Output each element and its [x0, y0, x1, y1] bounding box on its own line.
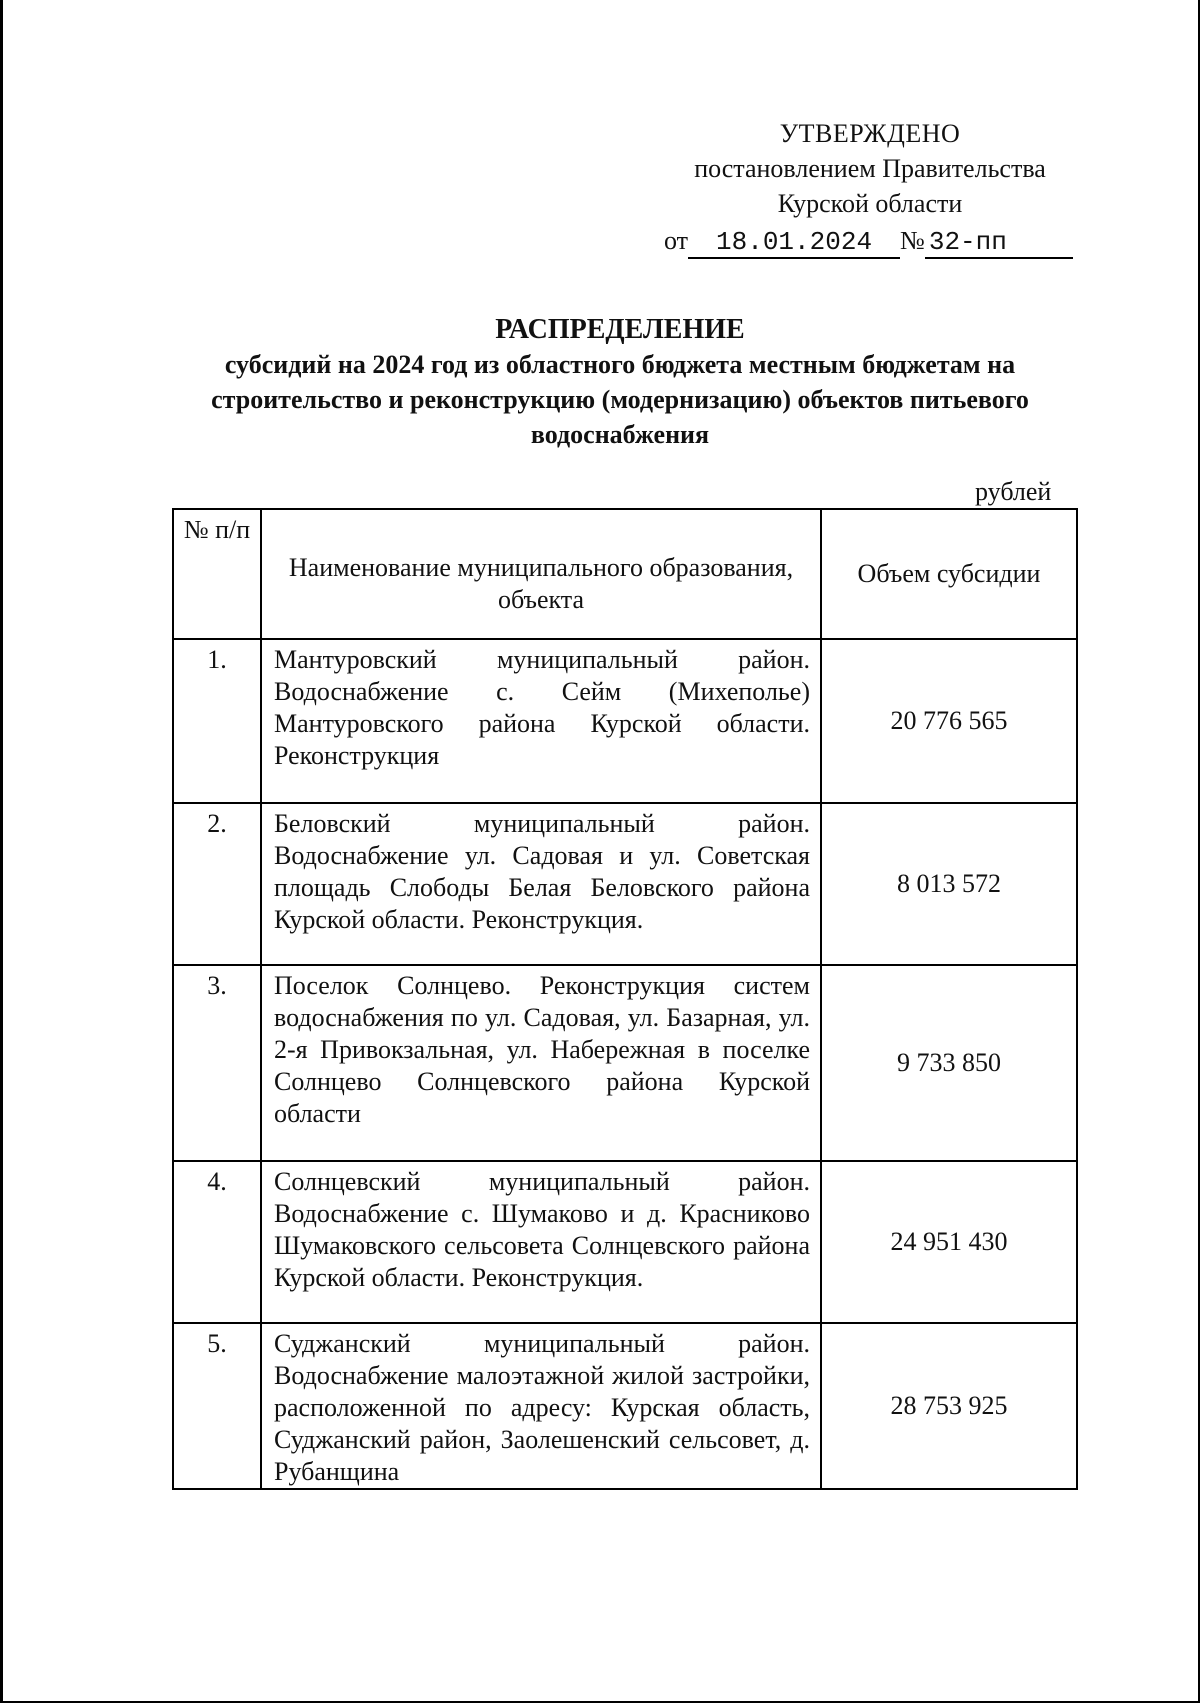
number-prefix: № [900, 226, 925, 255]
header-name: Наименование муниципального образования, объекта [261, 509, 821, 639]
header-number: № п/п [173, 509, 261, 639]
row-name: Суджанский муниципальный район. Водоснабжение малоэтажной жилой застройки, расположенной по адресу: Курская область, Суджанский район, Заолешенский сельсовет, д. Рубанщина [261, 1323, 821, 1489]
table-header-row [173, 509, 1077, 639]
page-edge-left [0, 0, 3, 1703]
row-number: 3. [173, 965, 261, 1161]
row-volume: 28 753 925 [821, 1323, 1077, 1489]
header-volume: Объем субсидии [821, 509, 1077, 639]
table-row [173, 639, 1077, 803]
decree-number: 32-пп [925, 227, 1073, 259]
table-row [173, 1161, 1077, 1323]
table-row [173, 965, 1077, 1161]
row-number: 1. [173, 639, 261, 803]
document-title [160, 312, 1080, 452]
approval-heading: УТВЕРЖДЕНО [779, 119, 961, 148]
row-name: Беловский муниципальный район. Водоснабжение ул. Садовая и ул. Советская площадь Слободы Белая Беловского района Курской области. Реконструкция. [261, 803, 821, 965]
title-subtitle: субсидий на 2024 год из областного бюджета местным бюджетам на строительство и реконструкцию (модернизацию) объектов питьевого водоснабжения [211, 350, 1029, 449]
row-name: Поселок Солнцево. Реконструкция систем водоснабжения по ул. Садовая, ул. Базарная, ул. 2-я Привокзальная, ул. Набережная в поселке Солнцево Солнцевского района Курской области [261, 965, 821, 1161]
row-number: 4. [173, 1161, 261, 1323]
approval-authority: постановлением Правительства [694, 154, 1046, 183]
row-name: Мантуровский муниципальный район. Водоснабжение с. Сейм (Михеполье) Мантуровского района Курской области. Реконструкция [261, 639, 821, 803]
table-row [173, 1323, 1077, 1489]
row-number: 2. [173, 803, 261, 965]
approval-stamp [660, 116, 1080, 259]
row-volume: 9 733 850 [821, 965, 1077, 1161]
row-volume: 20 776 565 [821, 639, 1077, 803]
row-volume: 24 951 430 [821, 1161, 1077, 1323]
row-name: Солнцевский муниципальный район. Водоснабжение с. Шумаково и д. Красниково Шумаковского сельсовета Солнцевского района Курской области. Реконструкция. [261, 1161, 821, 1323]
approval-region: Курской области [777, 189, 963, 218]
date-prefix: от [664, 226, 689, 255]
approval-date-line [660, 223, 1080, 259]
decree-date: 18.01.2024 [688, 227, 900, 259]
row-volume: 8 013 572 [821, 803, 1077, 965]
unit-label: рублей [975, 477, 1052, 506]
table-row [173, 803, 1077, 965]
row-number: 5. [173, 1323, 261, 1489]
subsidy-table [172, 508, 1078, 1490]
title-heading: РАСПРЕДЕЛЕНИЕ [495, 314, 745, 345]
